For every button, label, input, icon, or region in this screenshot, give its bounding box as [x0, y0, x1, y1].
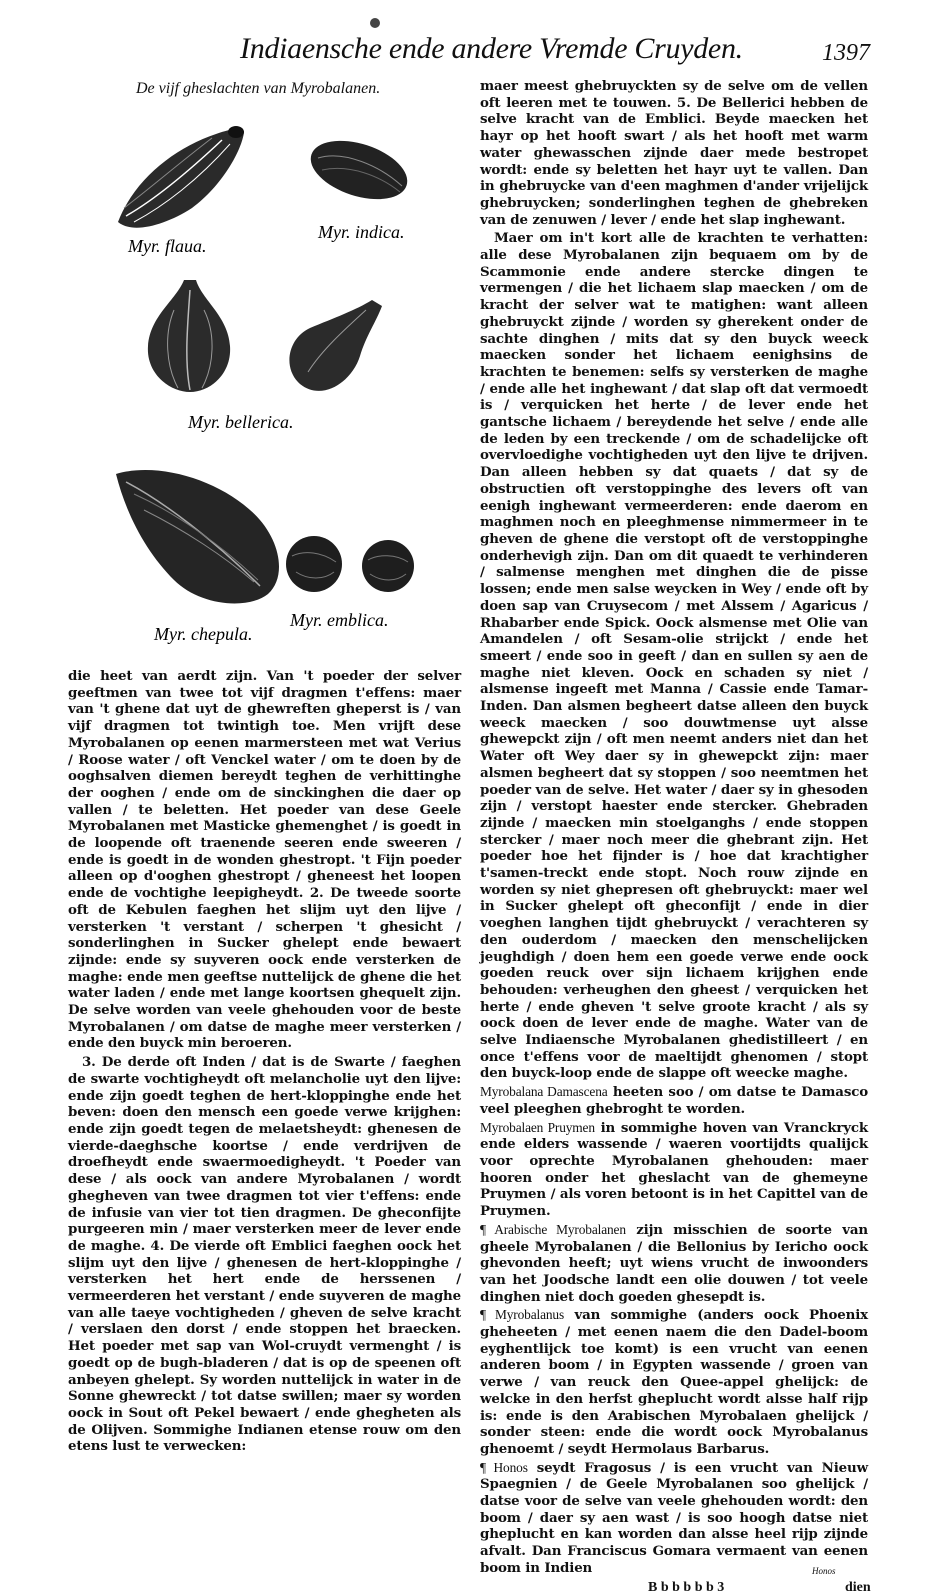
right-paragraph [480, 1120, 868, 1220]
label-myr-indica: Myr. indica. [318, 222, 405, 242]
right-paragraph [480, 230, 868, 1082]
myr-emblica-illustration [286, 536, 414, 592]
label-myr-chebula: Myr. chepula. [154, 624, 253, 644]
left-paragraph: die heet van aerdt zijn. Van 't poeder der selver geeftmen van twee tot vijf dragmen t'effens: maer van 't ghene dat uyt de ghewreften gheperst is / van vijf dragmen tot twintigh toe. Men vrijft dese Myrobalanen op eenen marmersteen met wat Verius / Roose water / oft Venckel water / om te doen by de ooghsalven diemen bereydt teghen de verhittinghe der ooghen / ende om de sinckinghen die daer op vallen / te beletten. Het poeder van dese Geele Myrobalanen met Masticke ghemenghet / is goedt in de loopende oft traenende seeren ende sweeren / ende is goedt in de wonden ghestropt. 't Fijn poeder alleen op d'ooghen ghestropt / gheneest het loopen ende de vochtighe leepigheydt. 2. De tweede soorte oft de Kebulen faeghen het slijm uyt den lijve / versterken 't verstant / scherpen 't ghesicht / sonderlinghen in Sucker ghelept ende bewaert zijnde: ende sy suyveren oock ende versterken de maghe: ende men geeftse nuttelijck de ghene die het water laden / ende met lange koortsen ghequelt zijn. De selve worden van veele ghehouden voor de beste Myrobalanen / om datse de maghe meer versterken / ende den buyck min beroeren. [68, 668, 461, 1052]
myr-bellerica-illustration-2 [289, 300, 382, 391]
right-paragraph [480, 78, 868, 228]
label-myr-emblica: Myr. emblica. [290, 610, 389, 630]
right-paragraph [480, 1460, 868, 1577]
paragraph-lead: Myrobalana Damascena [480, 1084, 608, 1100]
running-head-title: Indiaensche ende andere Vremde Cruyden. [240, 32, 743, 65]
left-text-column [68, 668, 461, 1457]
right-text-column [480, 78, 868, 1579]
paragraph-lead: ¶ Honos [480, 1459, 528, 1475]
signature-mark: B b b b b b 3 [648, 1580, 725, 1595]
catchword: dien [845, 1580, 871, 1595]
paragraph-lead: ¶ Myrobalanus [480, 1307, 565, 1323]
myrobalan-plate [104, 110, 464, 670]
paragraph-body: zijn misschien de soorte van gheele Myrobalanen / die Bellonius by Iericho oock ghevonden heeft; uyt wiens vrucht de inwoonders van het Joodsche landt een olie douwen / tot veele dinghen niet doch goeden ghesepdt is. [480, 1221, 868, 1305]
right-paragraph [480, 1084, 868, 1117]
page-number: 1397 [822, 40, 870, 66]
ink-spot [370, 18, 380, 28]
figure-caption: De vijf gheslachten van Myrobalanen. [136, 80, 381, 97]
left-paragraph: 3. De derde oft Inden / dat is de Swarte / faeghen de swarte vochtigheydt oft melancholie uyt den lijve: ende zijn goedt teghen de hert-kloppinghe ende het beven: doen den mensch een goede verwe krijghen: ende zijn goedt tegen de melaetsheydt: ghenesen de vierde-daeghsche koortse / ende verdrijven de droefheydt ende swaermoedigheydt. 't Poeder van dese / als oock van andere Myrobalanen / wordt ghegheven van twee dragmen tot vier t'effens: ende de infusie van vier tot tien dragmen. De gheconfijte purgeeren min / maer versterken meer de lever ende de maghe. 4. De vierde oft Emblici faeghen oock het slijm uyt den lijve / ghenesen de hert-kloppinghe / versterken het hert ende de herssenen / vermeerderen het verstant / ende suyveren de maghe van alle taeye vochtigheden / gheven de selve kracht / verslaen den dorst / ende stoppen het braecken. Het poeder met sap van Wol-cruydt vermenght / is goedt op de bugh-bladeren / dat is op de speenen oft anbeyen ghelept. Sy worden nuttelijck in water in de Sonne ghewreckt / tot datse swillen; maer sy worden oock in Sout oft Pekel bewaert / ende ghegheten als de Olijven. Sommighe Indianen etense rouw om den etens lust te verwecken: [68, 1054, 461, 1455]
margin-note: Honos [812, 1566, 836, 1576]
myr-indica-illustration [303, 130, 414, 210]
myr-flava-illustration [118, 126, 244, 228]
paragraph-body: seydt Fragosus / is een vrucht van Nieuw Spaegnien / de Geele Myrobalanen soo ghelijck / datse voor de selve van veele ghehouden wordt: den boom / daer sy aen wast / is soo hoogh datse niet gheplucht en kan worden dan alsse heel rijp zijnde afvalt. Dan Franciscus Gomara vermaent van eenen boom in Indien [480, 1459, 869, 1576]
paragraph-body: van sommighe (anders oock Phoenix gheheeten / met eenen naem die den Dadel-boom eyghentlijck toe komt) is een vrucht van eenen anderen boom / in Egypten wassende / groen van verwe / van reuck den Quee-appel ghelijck: de welcke in den herfst gheplucht wordt alsse half rijp is: ende is den Arabischen Myrobalaen ghelijck / sonder steen: ende die wordt oock Myrobalanus ghenoemt / seydt Hermolaus Barbarus. [480, 1307, 868, 1457]
myr-chebula-illustration [116, 470, 279, 603]
right-paragraph [480, 1307, 868, 1457]
paragraph-body: Maer om in't kort alle de krachten te verhatten: alle dese Myrobalanen zijn bequaem om by de Scammonie ende andere stercke dingen te vermengen / die het lichaem slap maecken / om de kracht der selver wat te matighen: want alleen ghebruyckt zijnde / worden sy gherekent onder de sachte dinghen / mits dat sy den buyck weeck maecken sonder het lichaem eenighsins de krachten te benemen: selfs sy versterken de maghe / ende alle het inghewant / dat slap oft dat vermoedt is / verquicken het herte / de lever ende het gantsche lichaem / bereydende het selve / ende alle de leden by een treckende / om de schadelijcke oft overvloedighe vochtigheden uyt den lijve te drijven. Dan alleen hebben sy dat quaets / dat sy de obstructien oft verstoppinghe des levers oft van eenigh inghewant vermeerderen: ende daerom en maghmen noch en pleeghmense nimmermeer in te gheven de ghene die verstopt oft de verstoppinghe onderhevigh zijn. Dan om dit quaedt te verhinderen / salmense menghen met dinghen die de pisse lossen; ende men salse weycken in Wey / ende oft by doen sap van Cruysecom / met Alssem / Agaricus / Rhabarber ende Spick. Oock alsmense met Olie van Amandelen / oft Sesam-olie strijckt / ende het smeert / ende soo in geeft / dan en sullen sy aen de maghe niet kleven. Oock en schaden sy niet / alsmense ingeeft met Manna / Cassie ende Tamar-Inden. Dan alsmen begheert datse alleen den buyck weeck maecken / soo douwtmense uyt alsse ghewepckt zijn / oft men neemt anders niet dan het Water oft Wey daer sy in ghewepckt zijn: maer alsmen begheert dat sy stoppen / soo neemtmen het poeder van de selve. Het water / daer sy in ghesoden zijn / verstopt haester ende stercker. Ghebraden zijnde / maecken min stoelganghs / ende stoppen stercker / maer noch meer die ghebrant zijn. Het poeder hoe het fijnder is / hoe dat krachtigher t'samen-treckt ende stopt. Noch rouw zijnde en worden sy niet ghepresen oft ghebruyckt: maer wel in Sucker ghelept oft gheconfijt / ende in dier voeghen langhen tijdt ghebruyckt / verachteren sy den ouderdom / maecken den menschelijcken jeughdigh / doen hem een goede verwe ende oock goeden reuck over sijn lichaem krijghen ende behouden: verheughen den gheest / verquicken het herte / ende gheven 't selve groote kracht / als sy oock doen de lever ende de maghe. Water van de selve Indiaensche Myrobalanen ghedistilleert / en once t'effens voor de maeltijdt ghenomen / stopt den buyck-loop ende de slappe oft weecke maghe. [480, 230, 868, 1082]
paragraph-body: heeten soo / om datse te Damasco veel pleeghen ghebroght te worden. [480, 1084, 868, 1117]
paragraph-body: in sommighe hoven van Vranckryck ende elders wassende / waeren voortijdts qualijck voor oprechte Myrobalanen ghehouden: maer hooren onder het gheslacht van de ghemeyne Pruymen / als voren betoont is in het Capittel van de Pruymen. [480, 1119, 868, 1220]
paragraph-lead: ¶ Arabische Myrobalanen [480, 1221, 626, 1237]
right-paragraph [480, 1222, 868, 1306]
myr-bellerica-illustration-1 [148, 280, 230, 392]
label-myr-flava: Myr. flaua. [128, 236, 207, 256]
paragraph-lead: Myrobalaen Pruymen [480, 1119, 595, 1135]
label-myr-bellerica: Myr. bellerica. [188, 412, 294, 432]
paragraph-body: maer meest ghebruyckten sy de selve om de vellen oft leeren met te touwen. 5. De Bellerici hebben de selve kracht van de Emblici. Beyde maecken het hayr op het hooft swart / als het hooft met warm water ghewasschen zijnde daer mede bestropet wordt: ende sy beletten het hayr uyt te vallen. Dan in ghebruycke van d'een maghmen d'ander vrijelijck ghebruycken; sonderlinghen teghen de ghebreken van de zenuwen / lever / ende het slap inghewant. [480, 78, 868, 228]
